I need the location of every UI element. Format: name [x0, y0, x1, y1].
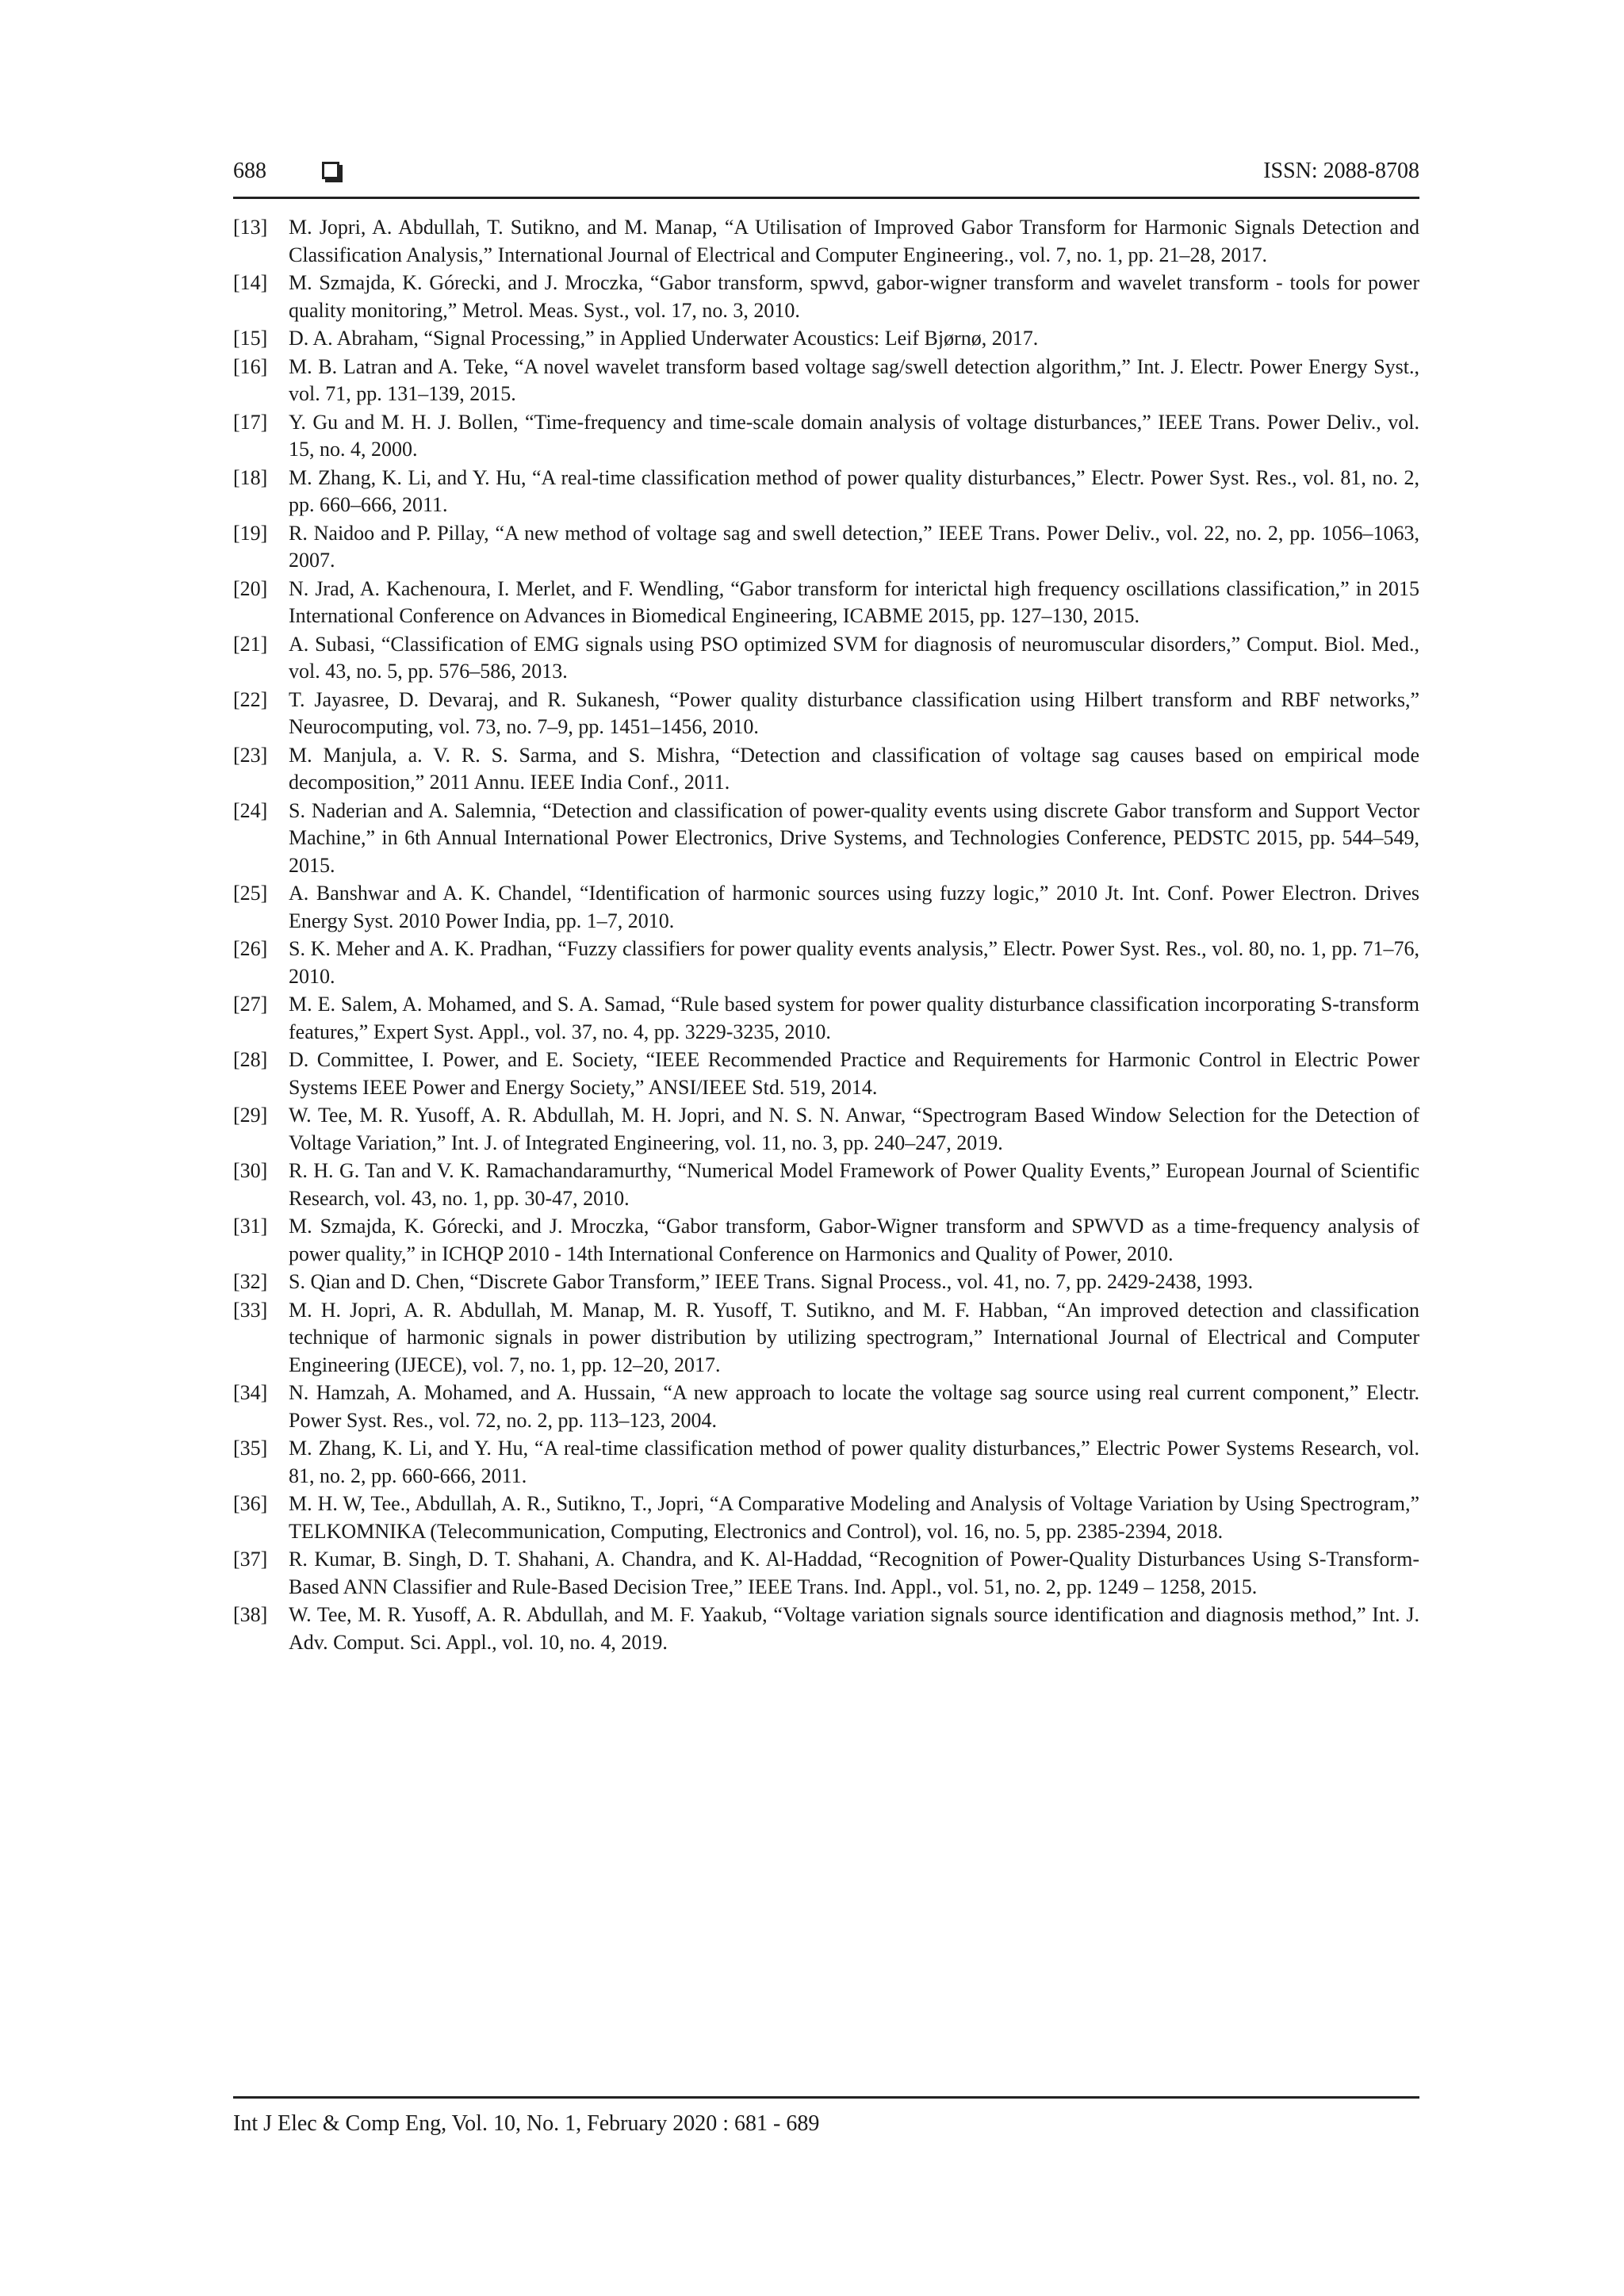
reference-number: [37] [233, 1548, 268, 1571]
reference-text: M. Zhang, K. Li, and Y. Hu, “A real-time classification method of power quality disturbances,” Electric Power Systems Research, vol. 81, no. 2, pp. 660-666, 2011. [289, 1437, 1419, 1487]
reference-text: S. Qian and D. Chen, “Discrete Gabor Transform,” IEEE Trans. Signal Process., vol. 41, no. 7, pp. 2429-2438, 1993. [289, 1270, 1254, 1293]
reference-number: [20] [233, 576, 268, 600]
journal-citation: Int J Elec & Comp Eng, Vol. 10, No. 1, February 2020 : 681 - 689 [233, 2111, 820, 2136]
reference-item [233, 1546, 1419, 1601]
reference-number: [23] [233, 743, 268, 767]
reference-number: [13] [233, 216, 268, 239]
reference-item [233, 1213, 1419, 1268]
reference-number: [38] [233, 1603, 268, 1626]
box-icon [322, 162, 339, 179]
reference-number: [32] [233, 1270, 268, 1293]
reference-item [233, 1490, 1419, 1545]
reference-number: [18] [233, 465, 268, 489]
reference-text: Y. Gu and M. H. J. Bollen, “Time-frequency and time-scale domain analysis of voltage disturbances,” IEEE Trans. Power Deliv., vol. 15, no. 4, 2000. [289, 410, 1419, 461]
reference-item [233, 465, 1419, 519]
reference-item [233, 1601, 1419, 1656]
reference-number: [26] [233, 937, 268, 960]
reference-item [233, 687, 1419, 741]
reference-text: M. Szmajda, K. Górecki, and J. Mroczka, “Gabor transform, spwvd, gabor-wigner transform and wavelet transform - tools for power quality monitoring,” Metrol. Meas. Syst., vol. 17, no. 3, 2010. [289, 271, 1419, 322]
page-header [233, 155, 1419, 199]
reference-number: [17] [233, 410, 268, 434]
reference-item [233, 631, 1419, 686]
reference-number: [22] [233, 687, 268, 711]
reference-text: M. Szmajda, K. Górecki, and J. Mroczka, “Gabor transform, Gabor-Wigner transform and SPWVD as a time-frequency analysis of power quality,” in ICHQP 2010 - 14th International Conference on Harmonics and Quality of Power, 2010. [289, 1215, 1419, 1265]
reference-text: D. Committee, I. Power, and E. Society, “IEEE Recommended Practice and Requirements for Harmonic Control in Electric Power Systems IEEE Power and Energy Society,” ANSI/IEEE Std. 519, 2014. [289, 1048, 1419, 1099]
reference-text: N. Hamzah, A. Mohamed, and A. Hussain, “A new approach to locate the voltage sag source using real current component,” Electr. Power Syst. Res., vol. 72, no. 2, pp. 113–123, 2004. [289, 1381, 1419, 1432]
reference-item [233, 1269, 1419, 1296]
reference-item [233, 520, 1419, 575]
reference-item [233, 354, 1419, 408]
page-number: 688 [233, 159, 266, 183]
reference-item [233, 742, 1419, 797]
reference-number: [34] [233, 1381, 268, 1404]
reference-item [233, 1380, 1419, 1434]
reference-text: M. E. Salem, A. Mohamed, and S. A. Samad, “Rule based system for power quality disturbance classification incorporating S-transform features,” Expert Syst. Appl., vol. 37, no. 4, pp. 3229-3235, 2010. [289, 993, 1419, 1043]
reference-item [233, 991, 1419, 1046]
reference-number: [33] [233, 1298, 268, 1322]
reference-item [233, 798, 1419, 880]
issn: ISSN: 2088-8708 [1263, 159, 1419, 183]
reference-item [233, 1102, 1419, 1157]
reference-number: [14] [233, 271, 268, 294]
reference-item [233, 1435, 1419, 1490]
reference-number: [30] [233, 1159, 268, 1182]
reference-text: R. Kumar, B. Singh, D. T. Shahani, A. Chandra, and K. Al-Haddad, “Recognition of Power-Quality Disturbances Using S-Transform-Based ANN Classifier and Rule-Based Decision Tree,” IEEE Trans. Ind. Appl., vol. 51, no. 2, pp. 1249 – 1258, 2015. [289, 1548, 1419, 1598]
reference-item [233, 1158, 1419, 1212]
reference-item [233, 270, 1419, 324]
reference-number: [24] [233, 798, 268, 822]
reference-text: A. Subasi, “Classification of EMG signals using PSO optimized SVM for diagnosis of neuromuscular disorders,” Comput. Biol. Med., vol. 43, no. 5, pp. 576–586, 2013. [289, 632, 1419, 683]
reference-item [233, 576, 1419, 630]
reference-number: [15] [233, 327, 268, 350]
reference-text: S. K. Meher and A. K. Pradhan, “Fuzzy classifiers for power quality events analysis,” Electr. Power Syst. Res., vol. 80, no. 1, pp. 71–76, 2010. [289, 937, 1419, 988]
page-footer [233, 2096, 1419, 2140]
reference-item [233, 936, 1419, 990]
reference-number: [25] [233, 882, 268, 905]
reference-list [233, 214, 1419, 1657]
reference-text: T. Jayasree, D. Devaraj, and R. Sukanesh, “Power quality disturbance classification using Hilbert transform and RBF networks,” Neurocomputing, vol. 73, no. 7–9, pp. 1451–1456, 2010. [289, 687, 1419, 738]
reference-number: [16] [233, 354, 268, 378]
reference-text: A. Banshwar and A. K. Chandel, “Identification of harmonic sources using fuzzy logic,” 2010 Jt. Int. Conf. Power Electron. Drives Energy Syst. 2010 Power India, pp. 1–7, 2010. [289, 882, 1419, 932]
reference-item [233, 409, 1419, 464]
reference-text: M. Manjula, a. V. R. S. Sarma, and S. Mishra, “Detection and classification of voltage sag causes based on empirical mode decomposition,” 2011 Annu. IEEE India Conf., 2011. [289, 743, 1419, 794]
reference-number: [31] [233, 1215, 268, 1238]
reference-number: [36] [233, 1492, 268, 1515]
reference-text: M. H. W, Tee., Abdullah, A. R., Sutikno, T., Jopri, “A Comparative Modeling and Analysis of Voltage Variation by Using Spectrogram,” TELKOMNIKA (Telecommunication, Computing, Electronics and Control), vol. 16, no. 5, pp. 2385-2394, 2018. [289, 1492, 1419, 1543]
reference-number: [19] [233, 521, 268, 545]
reference-text: M. Zhang, K. Li, and Y. Hu, “A real-time classification method of power quality disturbances,” Electr. Power Syst. Res., vol. 81, no. 2, pp. 660–666, 2011. [289, 465, 1419, 516]
reference-text: S. Naderian and A. Salemnia, “Detection and classification of power-quality events using discrete Gabor transform and Support Vector Machine,” in 6th Annual International Power Electronics, Drive Systems, and Technologies Conference, PEDSTC 2015, pp. 544–549, 2015. [289, 798, 1419, 877]
reference-text: W. Tee, M. R. Yusoff, A. R. Abdullah, and M. F. Yaakub, “Voltage variation signals source identification and diagnosis method,” Int. J. Adv. Comput. Sci. Appl., vol. 10, no. 4, 2019. [289, 1603, 1419, 1654]
reference-text: N. Jrad, A. Kachenoura, I. Merlet, and F. Wendling, “Gabor transform for interictal high frequency oscillations classification,” in 2015 International Conference on Advances in Biomedical Engineering, ICABME 2015, pp. 127–130, 2015. [289, 576, 1419, 627]
reference-text: R. H. G. Tan and V. K. Ramachandaramurthy, “Numerical Model Framework of Power Quality Events,” European Journal of Scientific Research, vol. 43, no. 1, pp. 30-47, 2010. [289, 1159, 1419, 1210]
reference-number: [35] [233, 1437, 268, 1460]
reference-number: [28] [233, 1048, 268, 1071]
reference-text: R. Naidoo and P. Pillay, “A new method of voltage sag and swell detection,” IEEE Trans. Power Deliv., vol. 22, no. 2, pp. 1056–1063, 2007. [289, 521, 1419, 572]
reference-text: W. Tee, M. R. Yusoff, A. R. Abdullah, M. H. Jopri, and N. S. N. Anwar, “Spectrogram Based Window Selection for the Detection of Voltage Variation,” Int. J. of Integrated Engineering, vol. 11, no. 3, pp. 240–247, 2019. [289, 1104, 1419, 1154]
reference-text: M. H. Jopri, A. R. Abdullah, M. Manap, M. R. Yusoff, T. Sutikno, and M. F. Habban, “An improved detection and classification technique of harmonic signals in power distribution by utilizing spectrogram,” International Journal of Electrical and Computer Engineering (IJECE), vol. 7, no. 1, pp. 12–20, 2017. [289, 1298, 1419, 1376]
reference-item [233, 325, 1419, 353]
reference-item [233, 214, 1419, 269]
reference-text: M. B. Latran and A. Teke, “A novel wavelet transform based voltage sag/swell detection algorithm,” Int. J. Electr. Power Energy Syst., vol. 71, pp. 131–139, 2015. [289, 354, 1419, 405]
reference-item [233, 1047, 1419, 1101]
reference-text: M. Jopri, A. Abdullah, T. Sutikno, and M. Manap, “A Utilisation of Improved Gabor Transform for Harmonic Signals Detection and Classification Analysis,” International Journal of Electrical and Computer Engineering., vol. 7, no. 1, pp. 21–28, 2017. [289, 216, 1419, 266]
reference-number: [27] [233, 993, 268, 1016]
reference-number: [29] [233, 1104, 268, 1127]
reference-text: D. A. Abraham, “Signal Processing,” in Applied Underwater Acoustics: Leif Bjørnø, 2017. [289, 327, 1039, 350]
reference-number: [21] [233, 632, 268, 656]
reference-item [233, 880, 1419, 935]
reference-item [233, 1297, 1419, 1380]
